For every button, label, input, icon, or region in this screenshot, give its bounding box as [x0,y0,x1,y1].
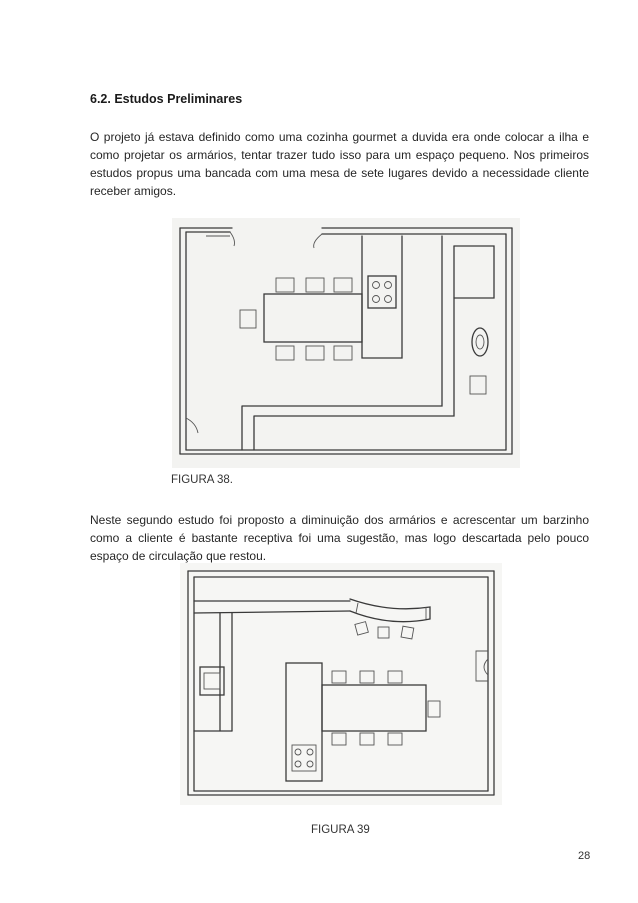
section-heading: 6.2. Estudos Preliminares [90,92,243,106]
figure-39-caption: FIGURA 39 [311,824,370,836]
paragraph-intro: O projeto já estava definido como uma cozinha gourmet a duvida era onde colocar a ilha e como projetar os armários, tentar trazer tudo isso para um espaço pequeno. Nos primeiros estudos propus uma bancada com uma mesa de sete lugares devido a necessidade cliente receber amigos. [90,130,589,198]
figure-38-caption: FIGURA 38. [171,474,233,486]
paragraph-second-study: Neste segundo estudo foi proposto a diminuição dos armários e acrescentar um barzinho como a cliente é bastante receptiva foi uma sugestão, mas logo descartada pelo pouco espaço de circulação que restou. [90,513,589,563]
page-number: 28 [578,850,591,862]
figure-39-floor-plan [180,563,502,805]
figure-38-floor-plan [172,218,520,468]
